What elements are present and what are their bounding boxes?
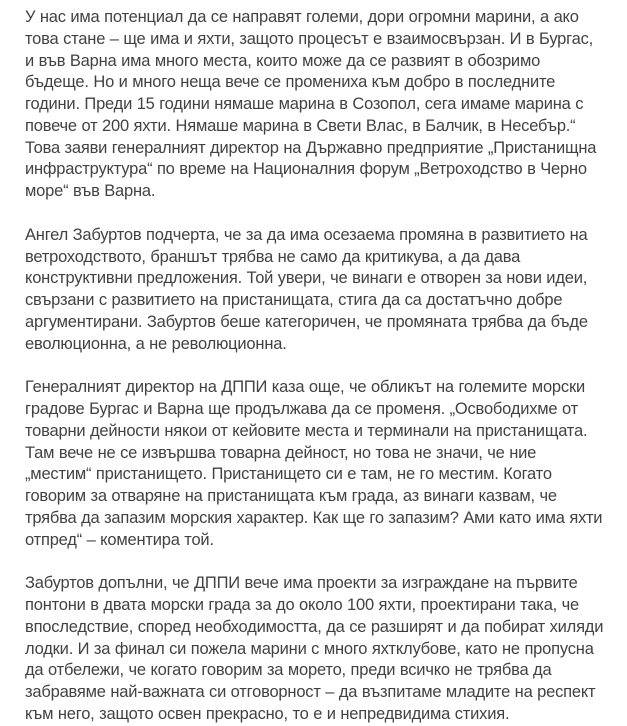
article-paragraph-4: Забуртов допълни, че ДППИ вече има проекти за изграждане на първите понтони в двата морски града за до около 100 яхти, проектирани така, че впоследствие, според необходимостта, да се разширят и да побират хиляди лодки. И за финал си пожела марини с много яхтклубове, като не пропусна да отбележи, че когато говорим за морето, преди всичко не трябва да забравяме най-важната си отговорност – да възпитаме младите на респект към него, защото освен прекрасно, то е и непредвидима стихия. bbox=[25, 574, 604, 723]
article-paragraph-1: У нас има потенциал да се направят големи, дори огромни марини, а ако това стане – ще има и яхти, защото процесът е взаимосвързан. И в Бургас, и във Варна има много места, които може да се развият в обозримо бъдеще. Но и много неща вече се промениха към добро в последните години. Преди 15 години нямаше марина в Созопол, сега имаме марина с повече от 200 яхти. Нямаше марина в Свети Влас, в Балчик, в Несебър.“ Това заяви генералният директор на Държавно предприятие „Пристанищна инфраструктура“ по време на Националния форум „Ветроходство в Черно море“ във Варна. bbox=[25, 8, 597, 200]
article-paragraph-2: Ангел Забуртов подчерта, че за да има осезаема промяна в развитието на ветроходството, браншът трябва не само да критикува, а да дава конструктивни предложения. Той увери, че винаги е отворен за нови идеи, свързани с развитието на пристанищата, стига да са достатъчно добре аргументирани. Забуртов беше категоричен, че промяната трябва да бъде еволюционна, а не революционна. bbox=[25, 225, 588, 353]
article-paragraph-3: Генералният директор на ДППИ каза още, че обликът на големите морски градове Бургас и Варна ще продължава да се променя. „Освободихме от товарни дейности някои от кейовите места и терминали на пристанищата. Там вече не се извършва товарна дейност, но това не значи, че ние „местим“ пристанището. Пристанището си е там, не го местим. Когато говорим за отваряне на пристанищата към града, аз винаги казвам, че трябва да запазим морския характер. Как ще го запазим? Ами като има яхти отпред“ – коментира той. bbox=[25, 378, 603, 549]
